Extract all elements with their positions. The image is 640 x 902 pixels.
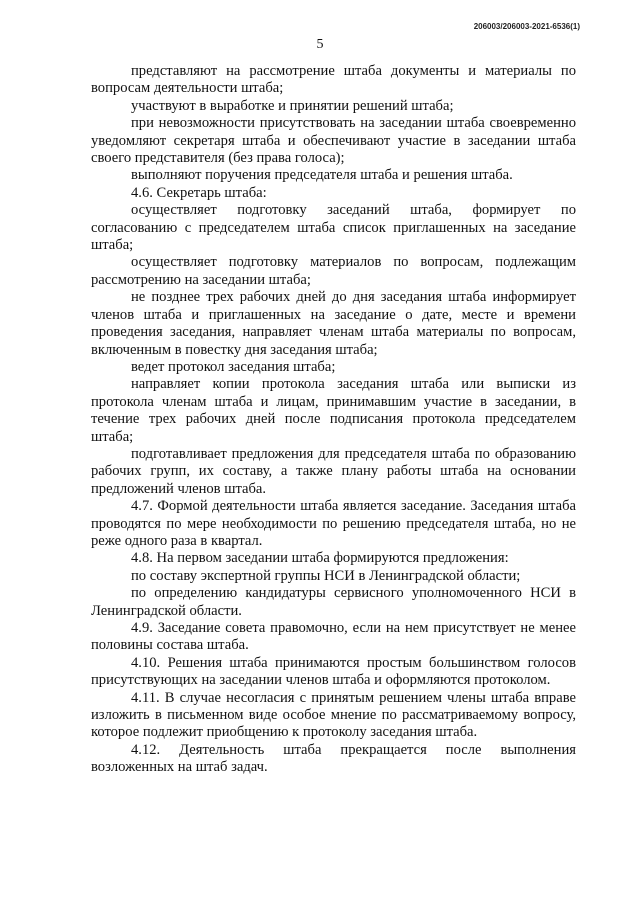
document-body bbox=[91, 63, 576, 777]
paragraph: 4.10. Решения штаба принимаются простым большинством голосов присутствующих на заседании членов штаба и оформляются протоколом. bbox=[91, 654, 576, 689]
paragraph: 4.8. На первом заседании штаба формируются предложения: bbox=[131, 550, 509, 567]
paragraph: не позднее трех рабочих дней до дня заседания штаба информирует членов штаба и приглашенных на заседание о дате, месте и времени проведения заседания, направляет членам штаба материалы по вопросам, включенным в повестку дня заседания штаба; bbox=[91, 289, 576, 358]
paragraph: представляют на рассмотрение штаба документы и материалы по вопросам деятельности штаба; bbox=[91, 63, 576, 97]
paragraph: осуществляет подготовку материалов по вопросам, подлежащим рассмотрению на заседании штаба; bbox=[91, 254, 576, 288]
paragraph: 4.9. Заседание совета правомочно, если на нем присутствует не менее половины состава штаба. bbox=[91, 620, 576, 654]
paragraph: при невозможности присутствовать на заседании штаба своевременно уведомляют секретаря штаба и обеспечивают участие в заседании штаба своего представителя (без права голоса); bbox=[91, 115, 576, 167]
paragraph: подготавливает предложения для председателя штаба по образованию рабочих групп, их составу, а также плану работы штаба на основании предложений членов штаба. bbox=[91, 445, 576, 497]
paragraph: ведет протокол заседания штаба; bbox=[131, 358, 336, 375]
paragraph: направляет копии протокола заседания штаба или выписки из протокола членам штаба и лицам, принимавшим участие в заседании, в течение трех рабочих дней после подписания протокола председателем штаба; bbox=[91, 376, 576, 445]
paragraph: 4.12. Деятельность штаба прекращается после выполнения возложенных на штаб задач. bbox=[91, 741, 576, 776]
page-number: 5 bbox=[316, 37, 324, 52]
paragraph: по определению кандидатуры сервисного уполномоченного НСИ в Ленинградской области. bbox=[91, 585, 576, 619]
paragraph: участвуют в выработке и принятии решений штаба; bbox=[131, 97, 454, 114]
paragraph: осуществляет подготовку заседаний штаба, формирует по согласованию с председателем штаба список приглашенных на заседание штаба; bbox=[91, 202, 576, 254]
section-heading: 4.6. Секретарь штаба: bbox=[131, 184, 267, 201]
paragraph: 4.7. Формой деятельности штаба является заседание. Заседания штаба проводятся по мере необходимости по решению председателя штаба, но не реже одного раза в квартал. bbox=[91, 498, 576, 549]
paragraph: 4.11. В случае несогласия с принятым решением члены штаба вправе изложить в письменном виде особое мнение по рассматриваемому вопросу, которое подлежит приобщению к протоколу заседания штаба. bbox=[91, 689, 576, 741]
document-code: 206003/206003-2021-6536(1) bbox=[473, 22, 580, 31]
paragraph: выполняют поручения председателя штаба и решения штаба. bbox=[131, 167, 513, 184]
paragraph: по составу экспертной группы НСИ в Ленинградской области; bbox=[131, 567, 521, 584]
